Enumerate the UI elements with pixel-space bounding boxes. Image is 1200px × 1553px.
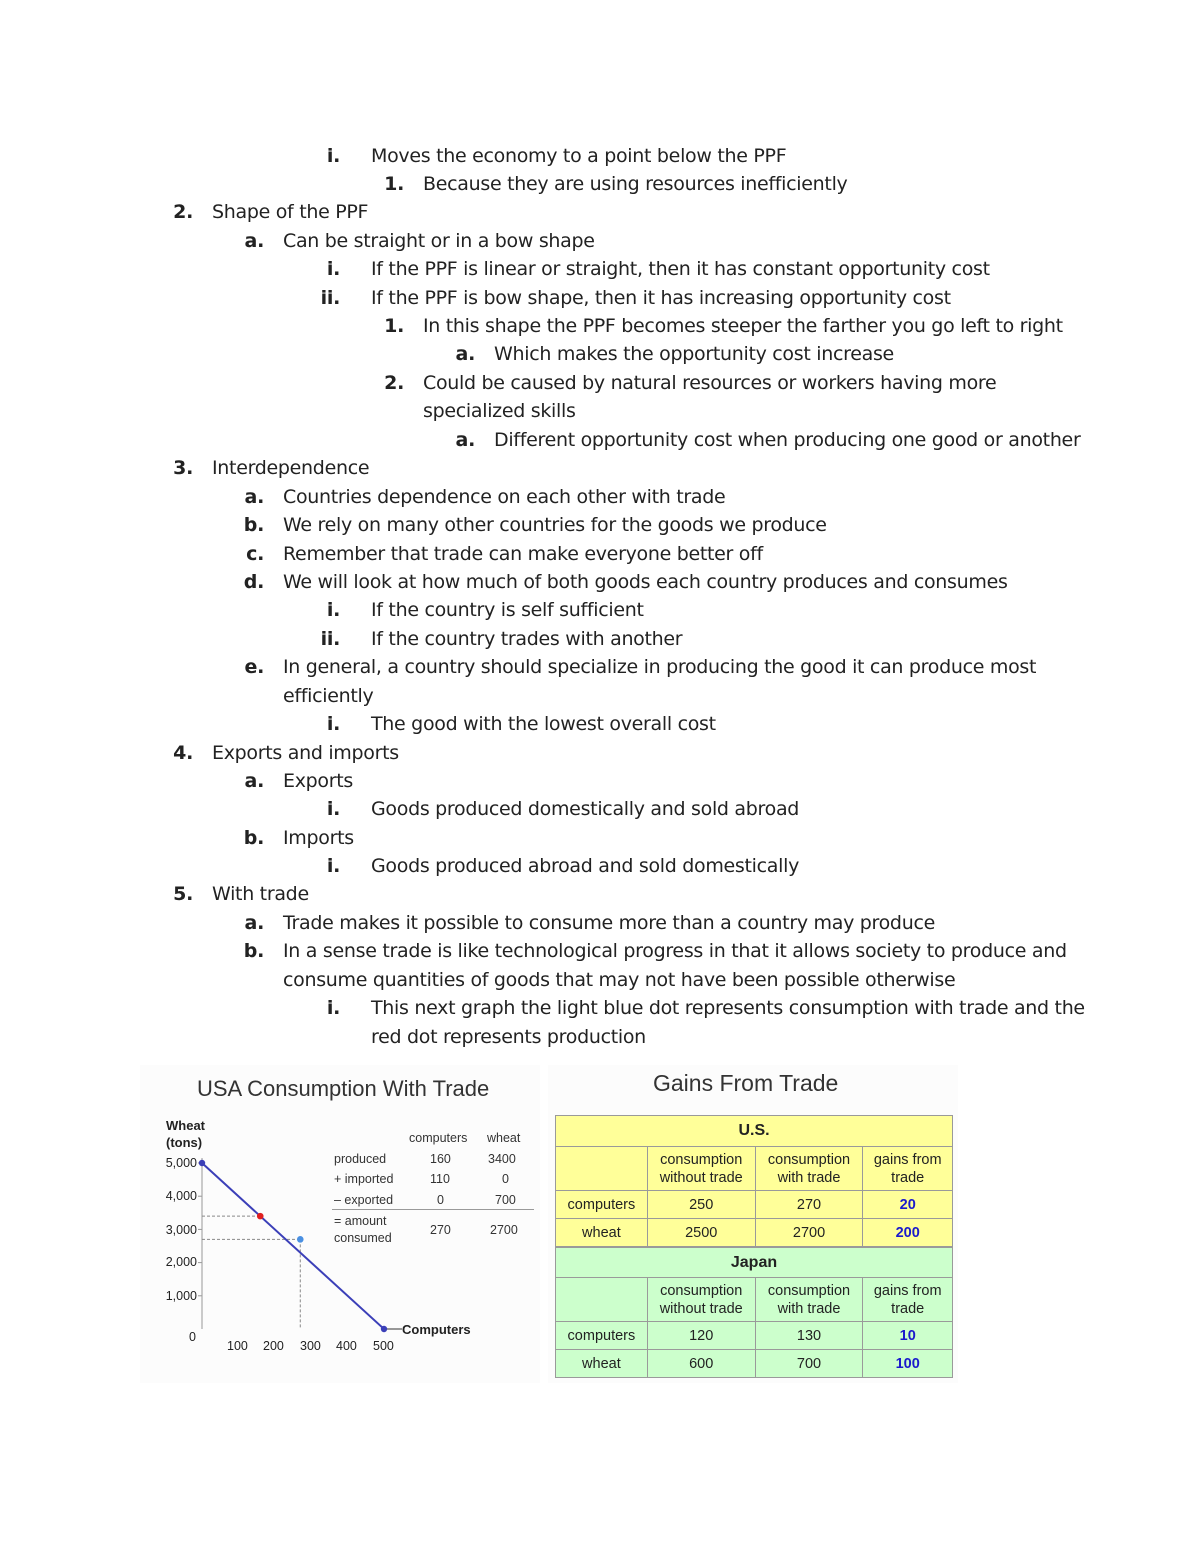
x-tick-label: 300 (300, 1339, 321, 1353)
list-marker: 3. (173, 457, 193, 479)
outline-text: Could be caused by natural resources or workers having more (423, 372, 997, 394)
table-cell: 120 (647, 1322, 755, 1350)
outline-text: With trade (212, 883, 309, 905)
y-axis-label: Wheat (166, 1118, 205, 1133)
japan-table-title: Japan (556, 1248, 953, 1278)
list-marker: 5. (173, 883, 193, 905)
empty-cell (556, 1147, 648, 1191)
mini-cell: 160 (430, 1152, 451, 1166)
mini-cell: 3400 (488, 1152, 516, 1166)
list-marker: i. (326, 599, 340, 621)
gains-cell: 100 (863, 1350, 953, 1378)
x-axis-label: Computers (402, 1322, 471, 1337)
list-marker: a. (244, 770, 264, 792)
list-marker: b. (243, 827, 264, 849)
consumption-point (297, 1236, 304, 1243)
mini-cell: 110 (430, 1172, 450, 1186)
y-tick-label: 4,000 (165, 1189, 197, 1203)
list-marker: b. (243, 940, 264, 962)
outline-text: Imports (283, 827, 354, 849)
column-header: consumption with trade (755, 1147, 863, 1191)
y-tick-label: 3,000 (165, 1223, 197, 1237)
gains-from-trade-figure (548, 1065, 958, 1383)
gains-cell: 10 (863, 1322, 953, 1350)
mini-col-header: wheat (487, 1131, 521, 1145)
outline-text: Trade makes it possible to consume more than a country may produce (283, 912, 935, 934)
outline-text: The good with the lowest overall cost (371, 713, 716, 735)
production-point (257, 1213, 264, 1220)
list-marker: a. (455, 343, 475, 365)
table-cell: 270 (755, 1191, 863, 1219)
list-marker: e. (244, 656, 264, 678)
outline-text: Exports (283, 770, 353, 792)
outline-text: Which makes the opportunity cost increase (494, 343, 894, 365)
usa-consumption-figure (140, 1065, 540, 1383)
table-cell: 2500 (647, 1219, 755, 1247)
y-tick-label: 1,000 (165, 1289, 197, 1303)
ppf-endpoint (381, 1326, 387, 1332)
list-marker: i. (326, 855, 340, 877)
row-label: computers (556, 1191, 648, 1219)
list-marker: 4. (173, 742, 193, 764)
list-marker: ii. (320, 287, 340, 309)
x-tick-label: 100 (227, 1339, 248, 1353)
table-row (556, 1350, 953, 1378)
outline-text: If the country trades with another (371, 628, 683, 650)
list-marker: a. (244, 486, 264, 508)
outline-text: In this shape the PPF becomes steeper the farther you go left to right (423, 315, 1063, 337)
outline-text: In a sense trade is like technological progress in that it allows society to produce and (283, 940, 1067, 962)
mini-cell: 0 (437, 1193, 444, 1207)
mini-cell: 2700 (490, 1223, 518, 1237)
column-header: consumption with trade (755, 1278, 863, 1322)
outline-text: Remember that trade can make everyone better off (283, 543, 763, 565)
mini-row-label: = amount (334, 1214, 387, 1228)
figure-title: Gains From Trade (653, 1070, 839, 1096)
list-marker: b. (243, 514, 264, 536)
outline-text: red dot represents production (371, 1026, 646, 1048)
outline-text: Exports and imports (212, 742, 399, 764)
outline-text: Can be straight or in a bow shape (283, 230, 595, 252)
x-tick-label: 200 (263, 1339, 284, 1353)
mini-row-label: + imported (334, 1172, 394, 1186)
mini-cell: 270 (430, 1223, 451, 1237)
y-tick-label: 5,000 (165, 1156, 197, 1170)
table-row (556, 1191, 953, 1219)
list-marker: i. (326, 798, 340, 820)
outline-text: Moves the economy to a point below the PPF (371, 145, 787, 167)
outline-text: Because they are using resources inefficiently (423, 173, 848, 195)
mini-cell: 0 (502, 1172, 509, 1186)
outline-text: efficiently (283, 685, 374, 707)
row-label: wheat (556, 1350, 648, 1378)
list-marker: a. (244, 912, 264, 934)
table-cell: 130 (755, 1322, 863, 1350)
list-marker: 2. (173, 201, 193, 223)
list-marker: ii. (320, 628, 340, 650)
list-marker: c. (246, 543, 264, 565)
ppf-line (202, 1163, 387, 1329)
column-header: gains from trade (863, 1278, 953, 1322)
mini-col-header: computers (409, 1131, 468, 1145)
mini-cell: 700 (495, 1193, 516, 1207)
column-header: consumption without trade (647, 1278, 755, 1322)
empty-cell (556, 1278, 648, 1322)
outline-text: Interdependence (212, 457, 370, 479)
outline-text: consume quantities of goods that may not have been possible otherwise (283, 969, 956, 991)
mini-row-label: – exported (334, 1193, 394, 1207)
outline-text: Countries dependence on each other with trade (283, 486, 726, 508)
row-label: wheat (556, 1219, 648, 1247)
mini-row-label: consumed (334, 1231, 392, 1245)
japan-gains-table (555, 1247, 953, 1378)
ppf-endpoint (199, 1160, 205, 1166)
y-axis-label-unit: (tons) (166, 1135, 203, 1150)
outline-text: This next graph the light blue dot represents consumption with trade and the (371, 997, 1085, 1019)
column-header: gains from trade (863, 1147, 953, 1191)
x-tick-label: 500 (373, 1339, 394, 1353)
list-marker: i. (326, 997, 340, 1019)
gains-cell: 200 (863, 1219, 953, 1247)
column-header: consumption without trade (647, 1147, 755, 1191)
table-row (556, 1219, 953, 1247)
outline-text: Goods produced abroad and sold domestically (371, 855, 800, 877)
outline-text: If the PPF is bow shape, then it has increasing opportunity cost (371, 287, 951, 309)
x-tick-label: 400 (336, 1339, 357, 1353)
outline-text: We will look at how much of both goods each country produces and consumes (283, 571, 1008, 593)
outline-text: If the country is self sufficient (371, 599, 644, 621)
outline-text: We rely on many other countries for the goods we produce (283, 514, 827, 536)
figure-title: USA Consumption With Trade (197, 1076, 490, 1101)
table-cell: 2700 (755, 1219, 863, 1247)
outline-text: In general, a country should specialize in producing the good it can produce most (283, 656, 1037, 678)
list-marker: i. (326, 145, 340, 167)
outline-text: Different opportunity cost when producing one good or another (494, 429, 1081, 451)
table-row (556, 1322, 953, 1350)
outline-text: Shape of the PPF (212, 201, 369, 223)
table-cell: 700 (755, 1350, 863, 1378)
gains-cell: 20 (863, 1191, 953, 1219)
list-marker: i. (326, 258, 340, 280)
mini-divider (332, 1209, 534, 1210)
list-marker: a. (244, 230, 264, 252)
us-table-title: U.S. (556, 1116, 953, 1147)
origin-label: 0 (189, 1330, 196, 1344)
outline-text: If the PPF is linear or straight, then it has constant opportunity cost (371, 258, 990, 280)
mini-row-label: produced (334, 1152, 387, 1166)
outline-text: Goods produced domestically and sold abroad (371, 798, 800, 820)
list-marker: 1. (384, 173, 404, 195)
outline-text: specialized skills (423, 400, 576, 422)
list-marker: i. (326, 713, 340, 735)
list-marker: a. (455, 429, 475, 451)
us-gains-table (555, 1115, 953, 1247)
row-label: computers (556, 1322, 648, 1350)
table-cell: 250 (647, 1191, 755, 1219)
table-cell: 600 (647, 1350, 755, 1378)
list-marker: 1. (384, 315, 404, 337)
y-tick-label: 2,000 (165, 1255, 197, 1269)
list-marker: d. (243, 571, 264, 593)
list-marker: 2. (384, 372, 404, 394)
